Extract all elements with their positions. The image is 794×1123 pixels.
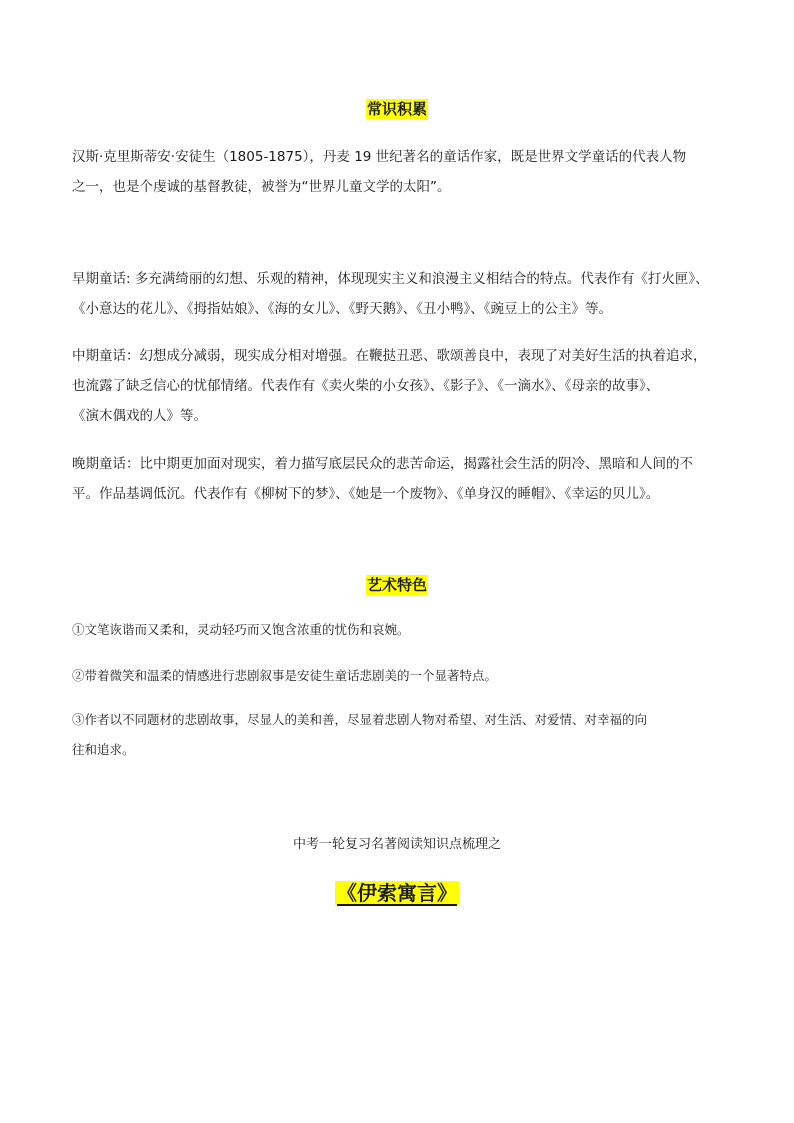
- art-feature-point-2: [72, 661, 752, 691]
- section-heading-knowledge: [0, 98, 794, 119]
- late-period-line: 晚期童话：比中期更加面对现实，着力描写底层民众的悲苦命运，揭露社会生活的阴冷、黑暗和人间的不: [72, 456, 693, 472]
- section-heading-art-features-text: 艺术特色: [366, 576, 427, 594]
- early-period-paragraph: [72, 264, 752, 324]
- section-heading-knowledge-text: 常识积累: [366, 100, 427, 118]
- art-feature-line: ①文笔诙谐而又柔和，灵动轻巧而又饱含浓重的忧伤和哀婉。: [72, 622, 410, 637]
- middle-period-line: 也流露了缺乏信心的忧郁情绪。代表作有《卖火柴的小女孩》、《影子》、《一滴水》、《母亲的故事》、: [72, 378, 660, 394]
- middle-period-paragraph: [72, 341, 752, 431]
- early-period-line: 早期童话: 多充满绮丽的幻想、乐观的精神，体现现实主义和浪漫主义相结合的特点。代表作有《打火匣》、: [72, 271, 709, 287]
- intro-line: 之一，也是个虔诚的基督教徒，被誉为“世界儿童文学的太阳”。: [72, 179, 451, 195]
- intro-line: 汉斯·克里斯蒂安·安徒生（1805-1875），丹麦 19 世纪著名的童话作家，既是世界文学童话的代表人物: [72, 149, 687, 165]
- next-section-title: [0, 877, 794, 906]
- late-period-paragraph: [72, 449, 752, 509]
- art-feature-point-3: [72, 705, 752, 765]
- art-feature-line: 往和追求。: [72, 742, 135, 757]
- next-section-subtitle: 中考一轮复习名著阅读知识点梳理之: [292, 837, 501, 852]
- next-section-title-text: 《伊索寓言》: [337, 881, 457, 905]
- late-period-line: 平。作品基调低沉。代表作有《柳树下的梦》、《她是一个废物》、《单身汉的睡帽》、《幸运的贝儿》。: [72, 486, 660, 502]
- middle-period-line: 《演木偶戏的人》等。: [72, 408, 207, 424]
- middle-period-line: 中期童话：幻想成分减弱，现实成分相对增强。在鞭挞丑恶、歌颂善良中，表现了对美好生活的执着追求，: [72, 348, 707, 364]
- art-feature-point-1: [72, 615, 752, 645]
- art-feature-line: ③作者以不同题材的悲剧故事，尽显人的美和善，尽显着悲剧人物对希望、对生活、对爱情、对幸福的向: [72, 712, 648, 727]
- intro-paragraph: [72, 142, 752, 202]
- art-feature-line: ②带着微笑和温柔的情感进行悲剧叙事是安徒生童话悲剧美的一个显著特点。: [72, 668, 498, 683]
- early-period-line: 《小意达的花儿》、《拇指姑娘》、《海的女儿》、《野天鹅》、《丑小鸭》、《豌豆上的公主》等。: [72, 301, 612, 317]
- section-heading-art-features: [0, 574, 794, 595]
